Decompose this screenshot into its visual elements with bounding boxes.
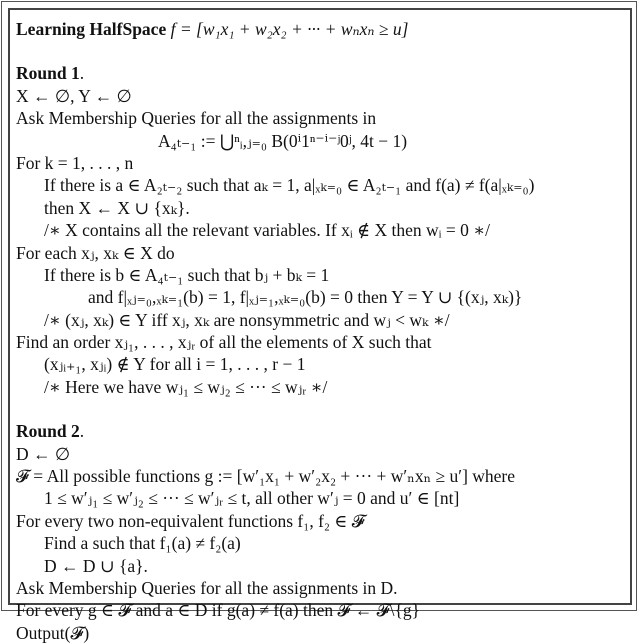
spacer — [16, 40, 626, 62]
algorithm-line: Ask Membership Queries for all the assignments in — [16, 108, 377, 129]
algorithm-line: If there is b ∈ A₄ₜ₋₁ such that bⱼ + bₖ = 1 — [44, 264, 330, 285]
algorithm-line: For k = 1, . . . , n — [16, 152, 134, 173]
algorithm-title-label: Learning HalfSpace — [16, 19, 167, 39]
round1-heading — [16, 62, 626, 84]
algorithm-title-formula: f = [w₁x₁ + w₂x₂ + ··· + wₙxₙ ≥ u] — [170, 19, 409, 39]
algorithm-line: D ← ∅ — [16, 443, 71, 464]
algorithm-line: D ← D ∪ {a}. — [44, 555, 148, 576]
algorithm-line: Find an order xⱼ₁, . . . , xⱼᵣ of all the elements of X such that — [16, 332, 432, 353]
algorithm-comment: /∗ X contains all the relevant variables. If xᵢ ∉ X then wᵢ = 0 ∗/ — [44, 220, 490, 241]
algorithm-comment: /∗ Here we have wⱼ₁ ≤ wⱼ₂ ≤ ··· ≤ wⱼᵣ ∗/ — [44, 376, 328, 397]
algorithm-comment: /∗ (xⱼ, xₖ) ∈ Y iff xⱼ, xₖ are nonsymmetric and wⱼ < wₖ ∗/ — [44, 309, 450, 330]
algorithm-line: X ← ∅, Y ← ∅ — [16, 85, 132, 106]
algorithm-line: 1 ≤ w′ⱼ₁ ≤ w′ⱼ₂ ≤ ··· ≤ w′ⱼᵣ ≤ t, all other w′ⱼ = 0 and u′ ∈ [nt] — [44, 488, 460, 509]
round2-heading — [16, 420, 626, 442]
algorithm-content — [16, 18, 626, 644]
algorithm-line: For each xⱼ, xₖ ∈ X do — [16, 242, 175, 263]
algorithm-line: then X ← X ∪ {xₖ}. — [44, 197, 190, 218]
spacer — [16, 398, 626, 420]
algorithm-line-formula: A₄ₜ₋₁ := ⋃ⁿᵢ,ⱼ₌₀ B(0ⁱ1ⁿ⁻ⁱ⁻ʲ0ʲ, 4t − 1) — [158, 130, 408, 151]
algorithm-line: For every g ∈ 𝓕 and a ∈ D if g(a) ≠ f(a) then 𝓕 ← 𝓕\{g} — [16, 600, 421, 621]
round2-heading-text: Round 2 — [16, 421, 80, 442]
round2-heading-period: . — [79, 421, 85, 442]
algorithm-line: 𝓕 = All possible functions g := [w′₁x₁ + w′₂x₂ + ··· + w′ₙxₙ ≥ u′] where — [16, 466, 516, 487]
algorithm-line: (xⱼᵢ₊₁, xⱼᵢ) ∉ Y for all i = 1, . . . , r − 1 — [44, 354, 306, 375]
round1-heading-period: . — [79, 63, 85, 84]
figure-outer-frame — [1, 1, 637, 643]
algorithm-line: For every two non-equivalent functions f₁, f₂ ∈ 𝓕 — [16, 510, 365, 531]
algorithm-title — [16, 18, 626, 40]
round1-heading-text: Round 1 — [16, 63, 80, 84]
algorithm-line: If there is a ∈ A₂ₜ₋₂ such that aₖ = 1, a|ₓₖ₌₀ ∈ A₂ₜ₋₁ and f(a) ≠ f(a|ₓₖ₌₀) — [44, 175, 535, 196]
algorithm-box — [8, 8, 632, 643]
algorithm-line: Output(𝓕) — [16, 622, 90, 643]
algorithm-line: Ask Membership Queries for all the assignments in D. — [16, 577, 398, 598]
algorithm-line: and f|ₓⱼ₌₀,ₓₖ₌₁(b) = 1, f|ₓⱼ₌₁,ₓₖ₌₀(b) = 0 then Y = Y ∪ {(xⱼ, xₖ)} — [88, 287, 523, 308]
algorithm-line: Find a such that f₁(a) ≠ f₂(a) — [44, 533, 241, 554]
